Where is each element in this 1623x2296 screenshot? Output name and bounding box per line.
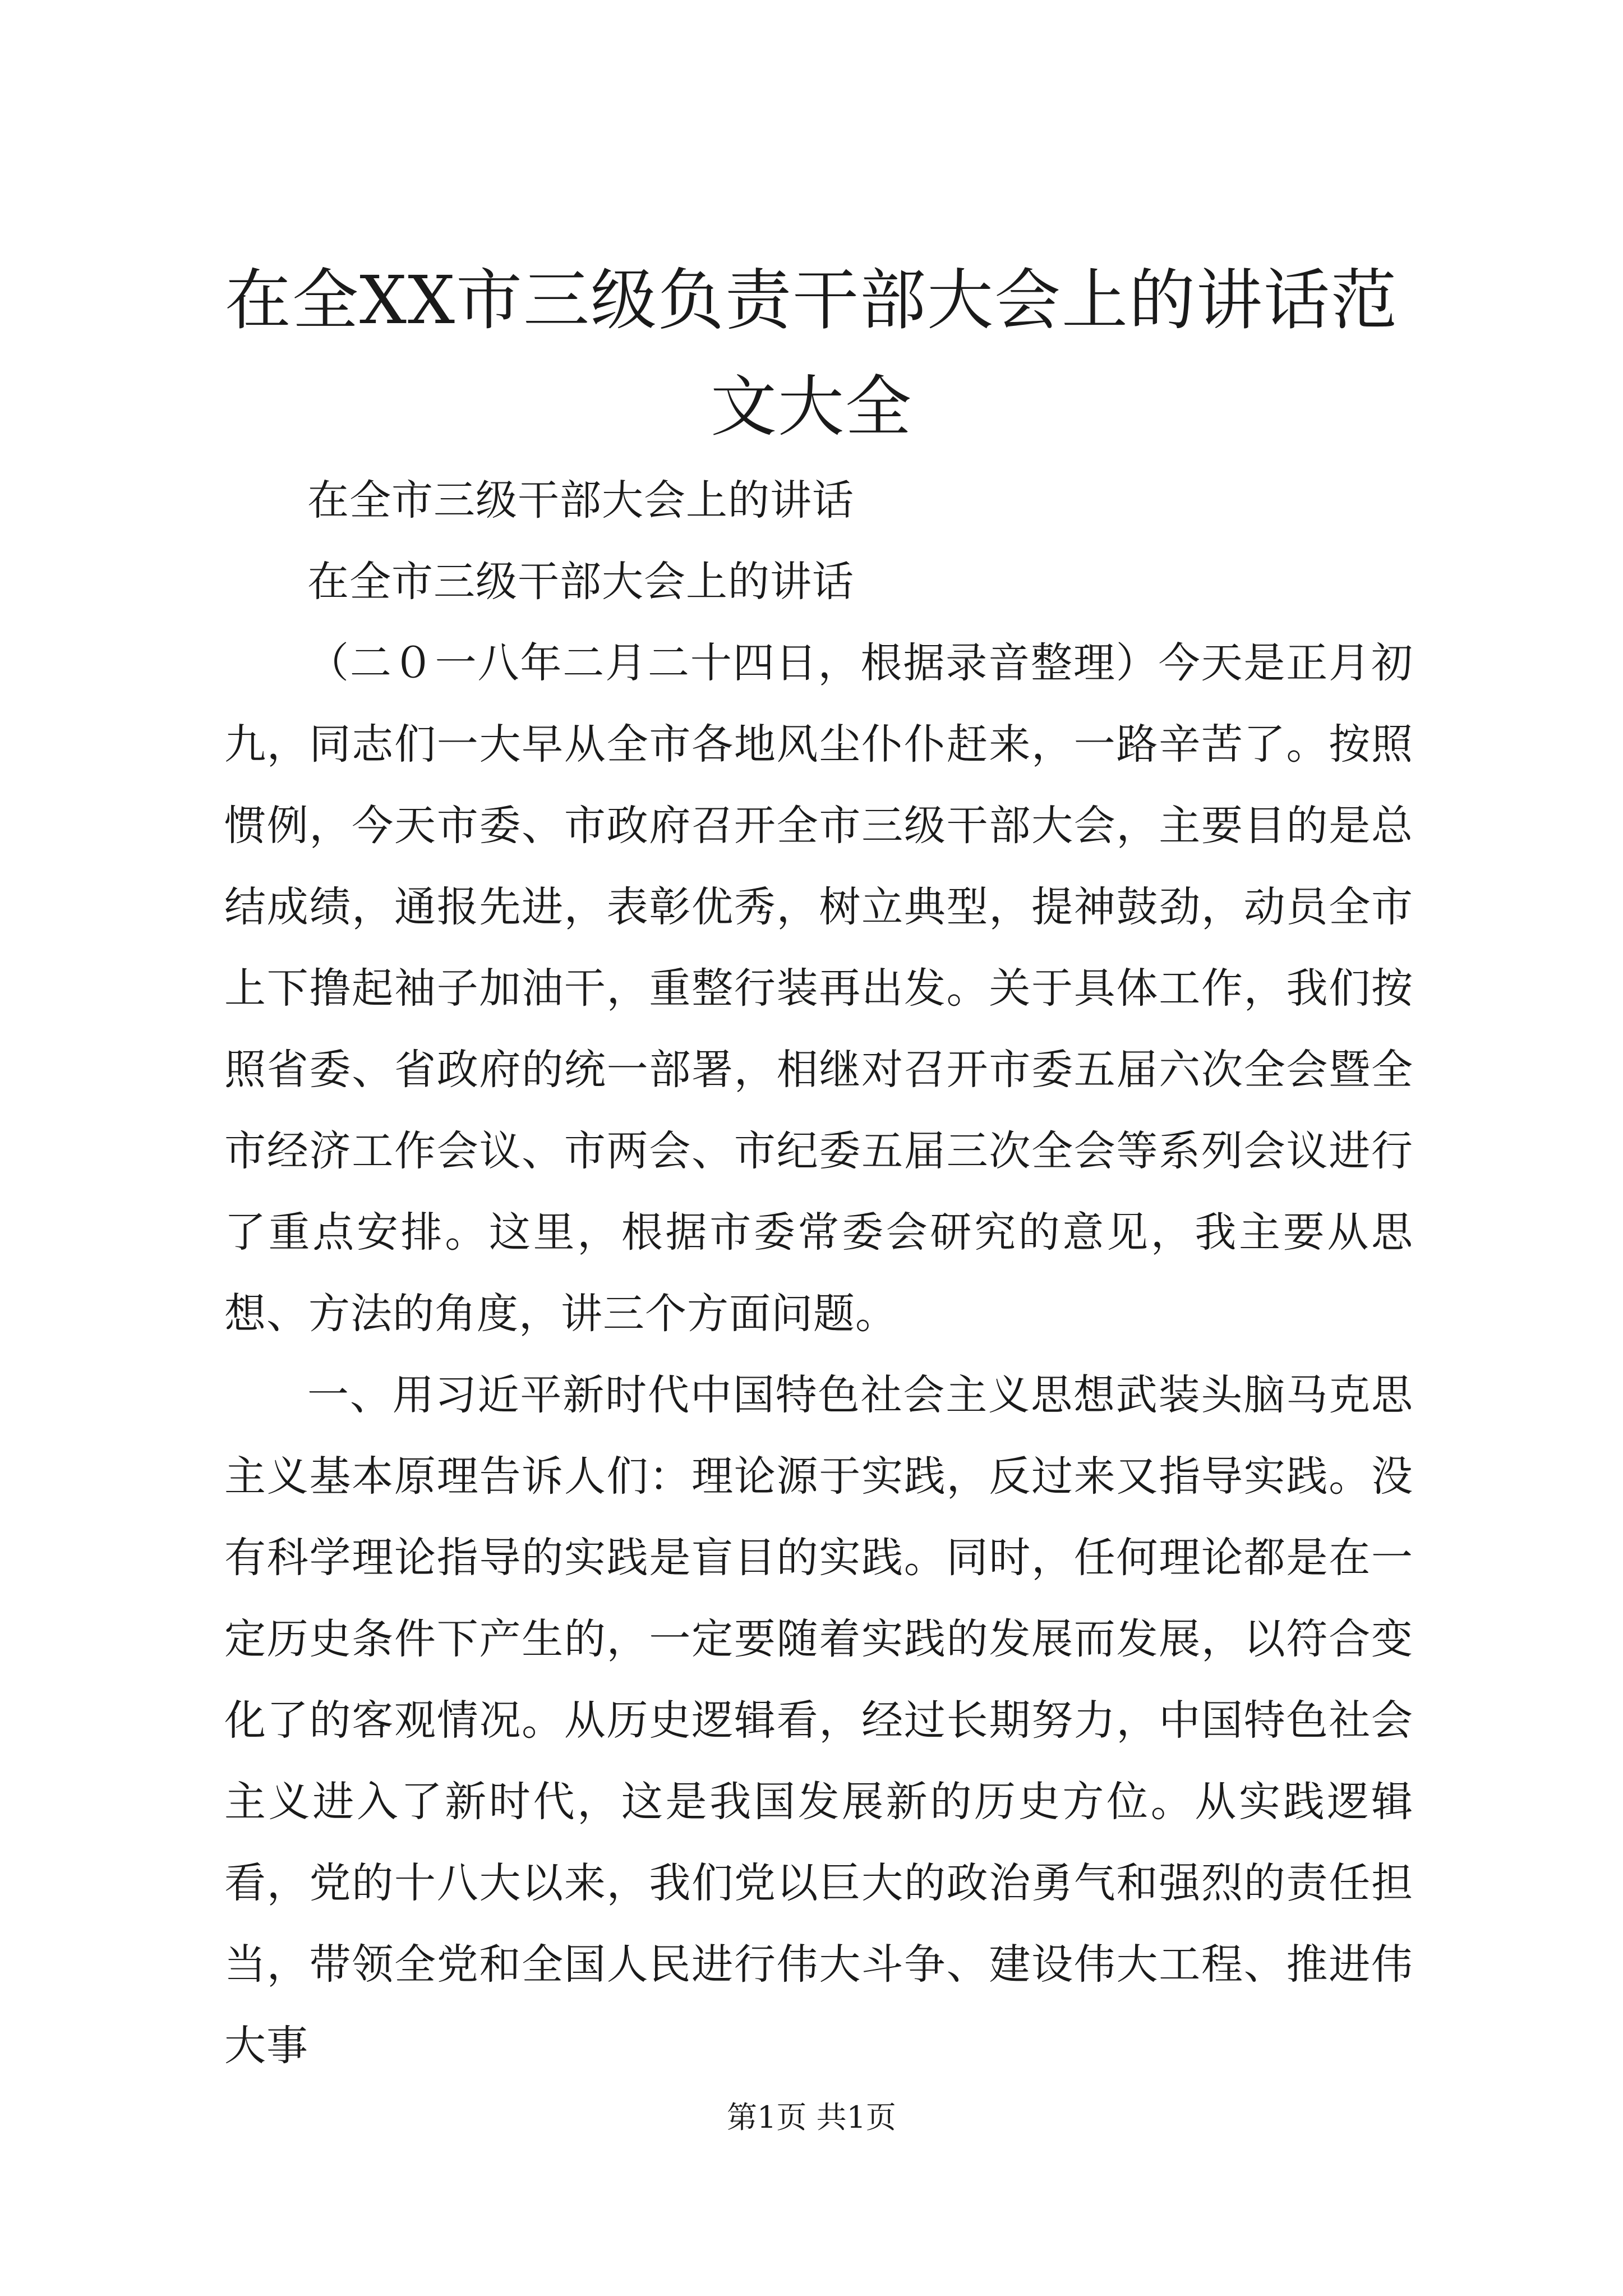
subtitle-line: 在全市三级干部大会上的讲话 bbox=[307, 558, 854, 606]
document-title: 在全XX市三级负责干部大会上的讲话范文大全 bbox=[224, 261, 1398, 445]
body-paragraph: （二０一八年二月二十四日，根据录音整理）今天是正月初九，同志们一大早从全市各地风尘仆仆赶来，一路辛苦了。按照惯例，今天市委、市政府召开全市三级干部大会，主要目的是总结成绩，通报先进，表彰优秀，树立典型，提神鼓劲，动员全市上下撸起袖子加油干，重整行装再出发。关于具体工作，我们按照省委、省政府的统一部署，相继对召开市委五届六次全会暨全市经济工作会议、市两会、市纪委五届三次全会等系列会议进行了重点安排。这里，根据市委常委会研究的意见，我主要从思想、方法的角度，讲三个方面问题。 bbox=[224, 639, 1413, 1338]
page-footer: 第1页 共1页 bbox=[727, 2100, 896, 2135]
body-paragraph: 一、用习近平新时代中国特色社会主义思想武装头脑马克思主义基本原理告诉人们：理论源于实践，反过来又指导实践。没有科学理论指导的实践是盲目的实践。同时，任何理论都是在一定历史条件下产生的，一定要随着实践的发展而发展，以符合变化了的客观情况。从历史逻辑看，经过长期努力，中国特色社会主义进入了新时代，这是我国发展新的历史方位。从实践逻辑看，党的十八大以来，我们党以巨大的政治勇气和强烈的责任担当，带领全党和全国人民进行伟大斗争、建设伟大工程、推进伟大事 bbox=[224, 1371, 1413, 2070]
document-body bbox=[224, 460, 1413, 2087]
subtitle-line: 在全市三级干部大会上的讲话 bbox=[307, 476, 854, 524]
